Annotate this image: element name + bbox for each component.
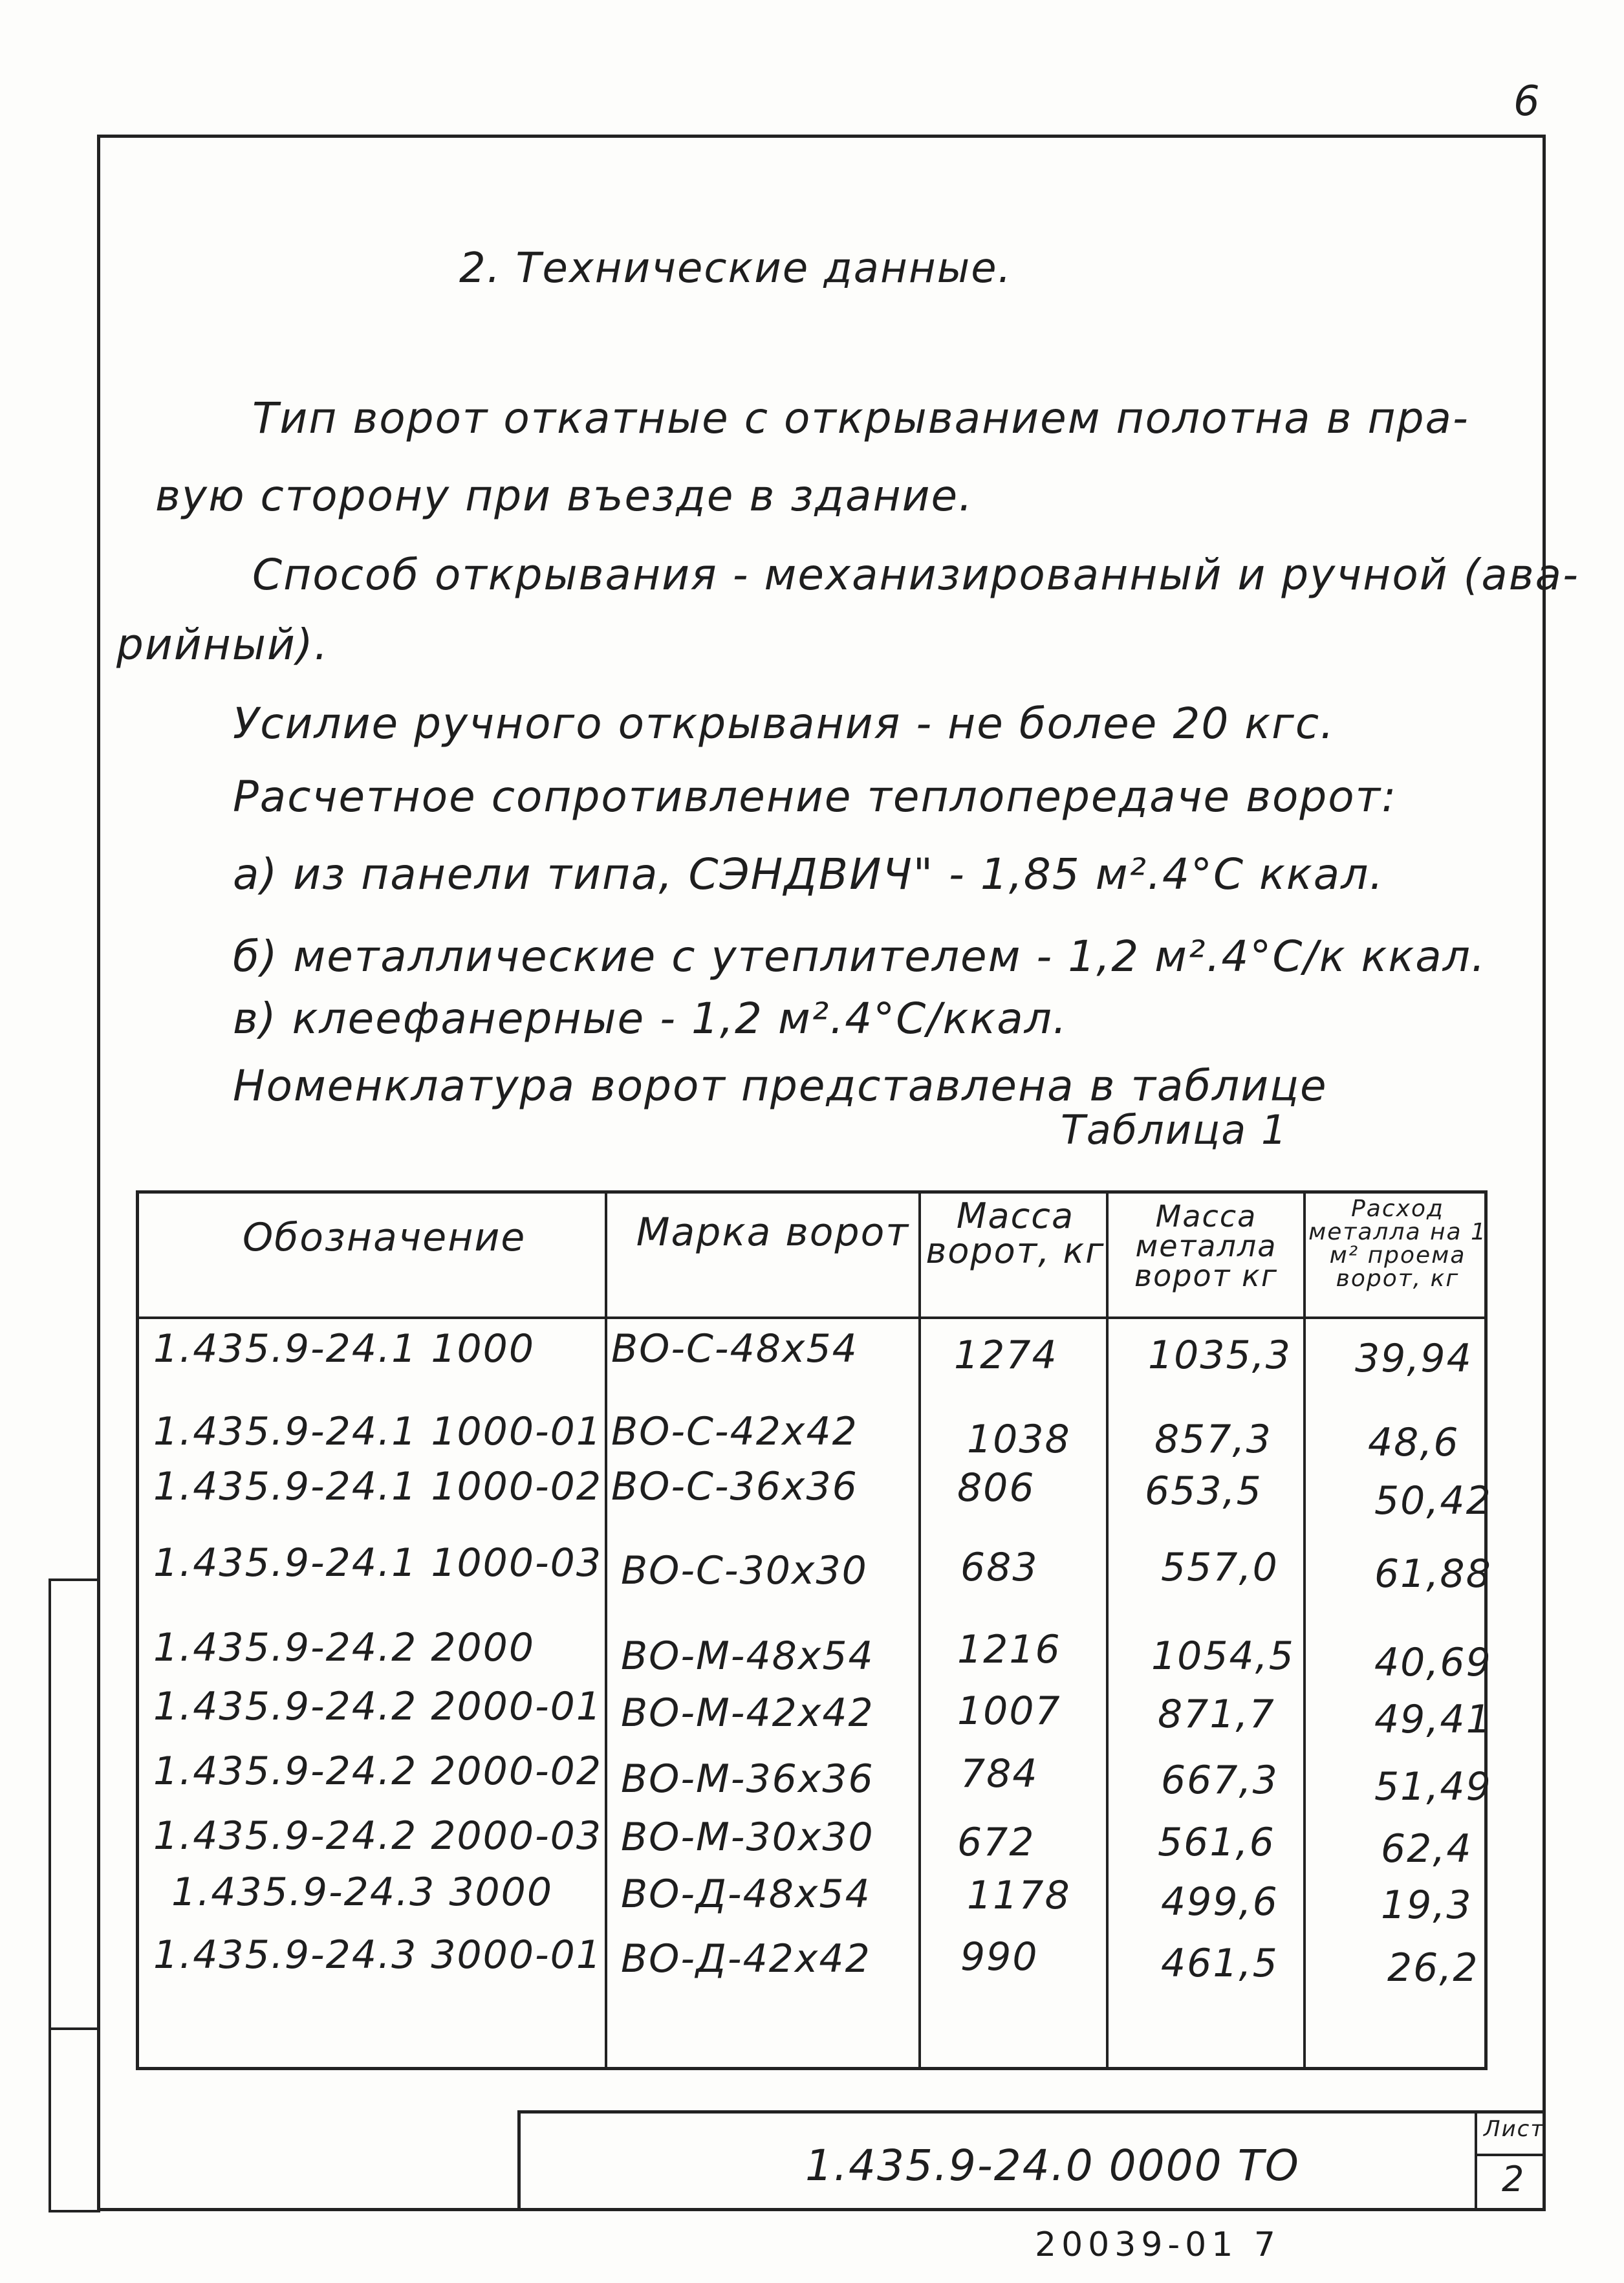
header-designation: Обозначение [243,1215,526,1260]
document-code: 1.435.9-24.0 0000 ТО [805,2141,1300,2190]
header-divider [139,1316,1484,1319]
body-line: рийный). [116,620,329,670]
cell-metal-use: 40,69 [1374,1640,1492,1685]
cell-mark: ВО-С-42х42 [611,1409,858,1454]
cell-designation: 1.435.9-24.2 2000 [153,1625,536,1670]
cell-designation: 1.435.9-24.1 1000 [153,1326,536,1371]
sheet-box [1475,2114,1546,2211]
cell-designation: 1.435.9-24.1 1000-02 [153,1464,603,1509]
cell-metal-use: 39,94 [1355,1336,1473,1381]
body-line: б) металлические с утеплителем - 1,2 м².4°С/к ккал. [233,932,1486,981]
sheet-divider [1477,2154,1546,2156]
cell-metal-mass: 871,7 [1158,1692,1275,1737]
cell-designation: 1.435.9-24.2 2000-01 [153,1684,603,1729]
body-line: Расчетное сопротивление теплопередаче ворот: [233,772,1398,822]
column-divider [605,1194,607,2067]
cell-mark: ВО-С-36х36 [611,1464,858,1509]
cell-mass: 784 [960,1751,1039,1797]
cell-mass: 1274 [954,1333,1058,1378]
body-line: Усилие ручного открывания - не более 20 кгс. [233,699,1336,748]
cell-metal-mass: 461,5 [1161,1941,1279,1986]
margin-stamp [49,1578,100,2212]
cell-mark: ВО-Д-42х42 [621,1936,871,1982]
sheet-number: 2 [1502,2159,1526,2200]
cell-metal-use: 51,49 [1374,1764,1492,1809]
cell-designation: 1.435.9-24.2 2000-02 [153,1749,603,1794]
cell-mark: ВО-С-30х30 [621,1548,868,1593]
body-line: а) из панели типа, СЭНДВИЧ" - 1,85 м².4°С ккал. [233,849,1385,899]
body-line: Номенклатура ворот представлена в таблице [233,1061,1328,1111]
nomenclature-table [136,1190,1492,2070]
header-metal-use: Расход металла на 1 м² проема ворот, кг [1308,1196,1487,1292]
cell-metal-use: 19,3 [1381,1883,1473,1928]
archive-number: 20039-01 7 [1035,2225,1281,2264]
cell-mark: ВО-С-48х54 [611,1326,858,1371]
cell-metal-mass: 1054,5 [1151,1633,1295,1679]
cell-metal-mass: 561,6 [1158,1820,1275,1865]
cell-designation: 1.435.9-24.3 3000 [171,1870,554,1915]
cell-mark: ВО-М-30х30 [621,1815,874,1860]
cell-metal-use: 49,41 [1374,1697,1492,1742]
cell-designation: 1.435.9-24.1 1000-01 [153,1409,603,1454]
table-caption: Таблица 1 [1061,1106,1288,1153]
cell-metal-use: 48,6 [1368,1420,1460,1465]
body-line: в) клеефанерные - 1,2 м².4°С/ккал. [233,994,1068,1043]
title-block [517,2110,1546,2211]
cell-mass: 1038 [967,1417,1071,1462]
body-line: Тип ворот откатные с открыванием полотна в пра- [252,393,1469,443]
cell-metal-use: 26,2 [1387,1945,1479,1991]
cell-mass: 1178 [967,1873,1071,1918]
column-divider [1106,1194,1109,2067]
cell-mark: ВО-М-36х36 [621,1756,874,1802]
column-divider [1303,1194,1306,2067]
page-number: 6 [1513,78,1541,126]
cell-mass: 683 [960,1545,1039,1590]
cell-metal-mass: 557,0 [1161,1545,1279,1590]
body-line: Способ открывания - механизированный и ручной (ава- [252,550,1579,600]
cell-mark: ВО-М-42х42 [621,1690,874,1736]
cell-designation: 1.435.9-24.1 1000-03 [153,1540,603,1586]
cell-mass: 806 [957,1465,1035,1511]
cell-metal-use: 50,42 [1374,1478,1492,1524]
cell-metal-mass: 499,6 [1161,1879,1279,1925]
cell-mass: 1216 [957,1627,1061,1672]
cell-mass: 672 [957,1820,1035,1865]
section-title: 2. Технические данные. [459,245,1012,292]
sheet-label: Лист [1484,2116,1545,2142]
stamp-divider [51,2027,100,2030]
header-mark: Марка ворот [636,1210,910,1255]
cell-mark: ВО-М-48х54 [621,1633,874,1679]
cell-mass: 990 [960,1934,1039,1980]
header-mass: Масса ворот, кг [926,1196,1105,1271]
body-line: вую сторону при въезде в здание. [155,471,974,521]
cell-metal-use: 62,4 [1381,1826,1473,1872]
cell-designation: 1.435.9-24.2 2000-03 [153,1813,603,1859]
cell-mass: 1007 [957,1688,1061,1734]
cell-metal-mass: 857,3 [1154,1417,1272,1462]
header-metal-mass: Масса металла ворот кг [1134,1199,1278,1293]
cell-metal-use: 61,88 [1374,1551,1492,1597]
column-divider [918,1194,921,2067]
cell-mark: ВО-Д-48х54 [621,1872,871,1917]
cell-metal-mass: 1035,3 [1148,1333,1292,1378]
cell-metal-mass: 667,3 [1161,1758,1279,1803]
cell-designation: 1.435.9-24.3 3000-01 [153,1932,603,1978]
cell-metal-mass: 653,5 [1145,1469,1262,1514]
